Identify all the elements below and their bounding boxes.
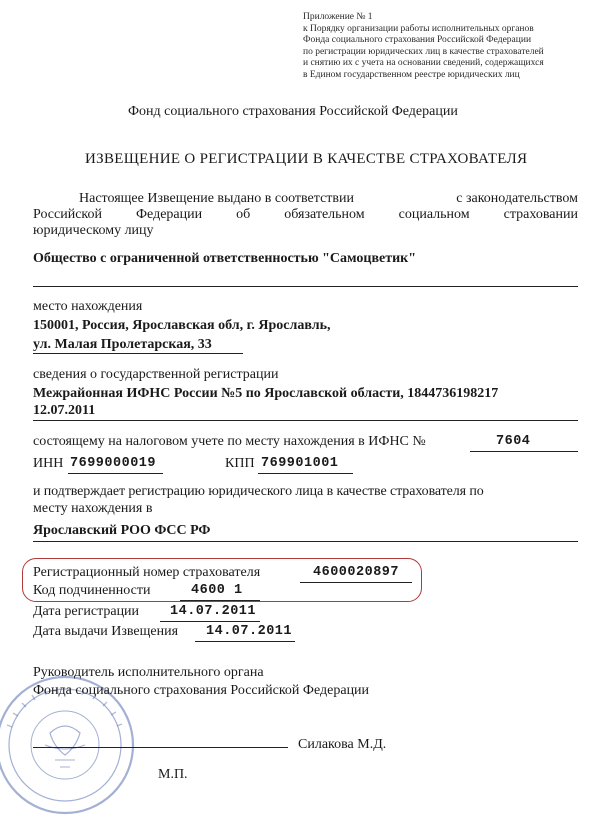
appendix-line: к Порядку организации работы исполнительных органов (303, 23, 534, 34)
appendix-line: Фонда социального страхования Российской Федерации (303, 35, 532, 46)
intro-text: юридическому лицу (33, 223, 154, 238)
kpp-value: 769901001 (261, 456, 339, 471)
ifns-number: 7604 (496, 434, 531, 449)
intro-word: страховании (503, 207, 578, 222)
intro-word: обязательном (284, 207, 365, 222)
underline (33, 541, 578, 542)
state-registration-label: сведения о государственной регистрации (33, 367, 279, 382)
issue-date-label: Дата выдачи Извещения (33, 624, 179, 639)
underline (258, 473, 353, 474)
intro-word: социальном (398, 207, 470, 222)
location-line-2: ул. Малая Пролетарская, 33 (33, 337, 212, 352)
appendix-header (303, 12, 544, 82)
underline (33, 286, 578, 287)
underline (195, 641, 295, 642)
reg-date-value: 14.07.2011 (170, 604, 257, 619)
signatory-title-2: Фонда социального страхования Российской Федерации (33, 683, 370, 698)
organization-name: Общество с ограниченной ответственностью "Самоцветик" (33, 251, 417, 266)
subordination-label: Код подчиненности (33, 583, 151, 598)
appendix-line: Приложение № 1 (303, 12, 373, 22)
underline (33, 420, 578, 421)
intro-paragraph (33, 191, 578, 239)
state-registration-date: 12.07.2011 (33, 403, 96, 418)
state-registration-line-1: Межрайонная ИФНС России №5 по Ярославской области, 1844736198217 (33, 386, 499, 401)
underline (470, 451, 578, 452)
document-title: ИЗВЕЩЕНИЕ О РЕГИСТРАЦИИ В КАЧЕСТВЕ СТРАХОВАТЕЛЯ (85, 151, 528, 167)
reg-number-value: 4600020897 (313, 565, 400, 580)
underline (180, 600, 260, 601)
signatory-title-1: Руководитель исполнительного органа (33, 665, 264, 680)
confirmation-line-1: и подтверждает регистрацию юридического лица в качестве страхователя по (33, 484, 484, 499)
intro-text: Настоящее Извещение выдано в соответствии (79, 191, 354, 206)
seal-place: М.П. (158, 767, 188, 782)
appendix-line: и снятию их с учета на основании сведений, содержащихся (303, 58, 544, 69)
intro-word: Российской (33, 207, 102, 222)
subordination-code: 4600 1 (191, 583, 243, 598)
appendix-line: в Едином государственном реестре юридических лиц (303, 69, 520, 80)
underline (68, 473, 163, 474)
intro-text: с законодательством (456, 191, 578, 206)
tax-label: состоящему на налоговом учете по месту нахождения в ИФНС № (33, 434, 426, 449)
signature-line (33, 747, 288, 748)
reg-date-label: Дата регистрации (33, 604, 140, 619)
fss-branch: Ярославский РОО ФСС РФ (33, 523, 211, 538)
location-label: место нахождения (33, 299, 143, 314)
inn-value: 7699000019 (70, 456, 157, 471)
intro-word: Федерации (136, 207, 203, 222)
underline (300, 582, 412, 583)
appendix-line: по регистрации юридических лиц в качестве страхователей (303, 46, 544, 57)
fund-name: Фонд социального страхования Российской Федерации (128, 104, 458, 119)
inn-label: ИНН (33, 456, 64, 471)
signatory-name: Силакова М.Д. (298, 737, 387, 752)
location-line-1: 150001, Россия, Ярославская обл, г. Ярославль, (33, 318, 331, 333)
confirmation-line-2: месту нахождения в (33, 501, 153, 516)
reg-number-label: Регистрационный номер страхователя (33, 565, 261, 580)
underline (33, 353, 243, 354)
kpp-label: КПП (225, 456, 255, 471)
issue-date-value: 14.07.2011 (206, 624, 293, 639)
underline (160, 621, 260, 622)
intro-word: об (236, 207, 251, 222)
